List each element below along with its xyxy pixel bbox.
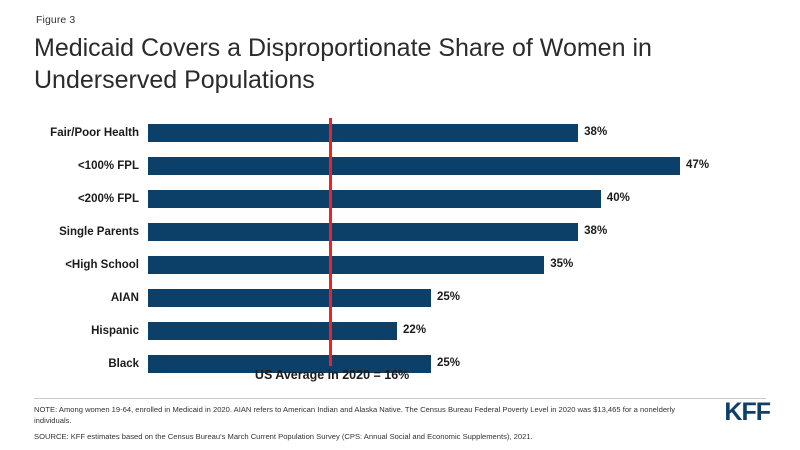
average-reference-label: US Average in 2020 = 16% [254,368,410,382]
category-label: Hispanic [91,325,139,337]
bar-track [148,250,774,280]
category-label: Fair/Poor Health [50,127,139,139]
bar [148,190,601,208]
bar-value-label: 25% [437,357,461,369]
bar-track [148,283,774,313]
category-label: AIAN [110,292,139,304]
bar-value-label: 38% [584,225,608,237]
bar-value-label: 25% [437,291,461,303]
bar-value-label: 22% [403,324,427,336]
category-label: <High School [65,259,139,271]
category-label: Single Parents [59,226,139,238]
bar [148,322,397,340]
bar-track [148,118,774,148]
note-text: NOTE: Among women 19-64, enrolled in Medicaid in 2020. AIAN refers to American Indian and Alaska Native. The Census Bureau Federal Poverty Level in 2020 was $13,465 for a nonelderly individuals. [34,405,676,425]
bar-value-label: 35% [550,258,574,270]
bar-track [148,151,774,181]
chart-plot-area [34,118,774,370]
chart-row [34,118,774,148]
category-label: Black [108,358,139,370]
bar [148,124,578,142]
bar [148,223,578,241]
source-text: SOURCE: KFF estimates based on the Census Bureau's March Current Population Survey (CPS: Annual Social and Economic Supplements), 2021. [34,432,533,441]
bar-chart [34,118,774,382]
chart-row [34,283,774,313]
bar-track [148,217,774,247]
footer-divider [34,398,766,399]
chart-row [34,184,774,214]
figure-label: Figure 3 [36,14,76,26]
category-label: <200% FPL [77,193,139,205]
bar-track [148,349,774,379]
bar [148,157,680,175]
chart-row [34,151,774,181]
chart-row [34,250,774,280]
bar [148,289,431,307]
average-reference-line [329,118,332,366]
bar-track [148,316,774,346]
kff-logo: KFF [724,398,770,426]
bar [148,256,544,274]
bar-value-label: 38% [584,126,608,138]
bar-value-label: 47% [686,159,710,171]
bar-track [148,184,774,214]
footer-notes [34,404,694,442]
chart-row [34,316,774,346]
category-label: <100% FPL [77,160,139,172]
bar-value-label: 40% [606,192,630,204]
page-title: Medicaid Covers a Disproportionate Share of Women in Underserved Populations [34,34,652,94]
chart-row [34,217,774,247]
